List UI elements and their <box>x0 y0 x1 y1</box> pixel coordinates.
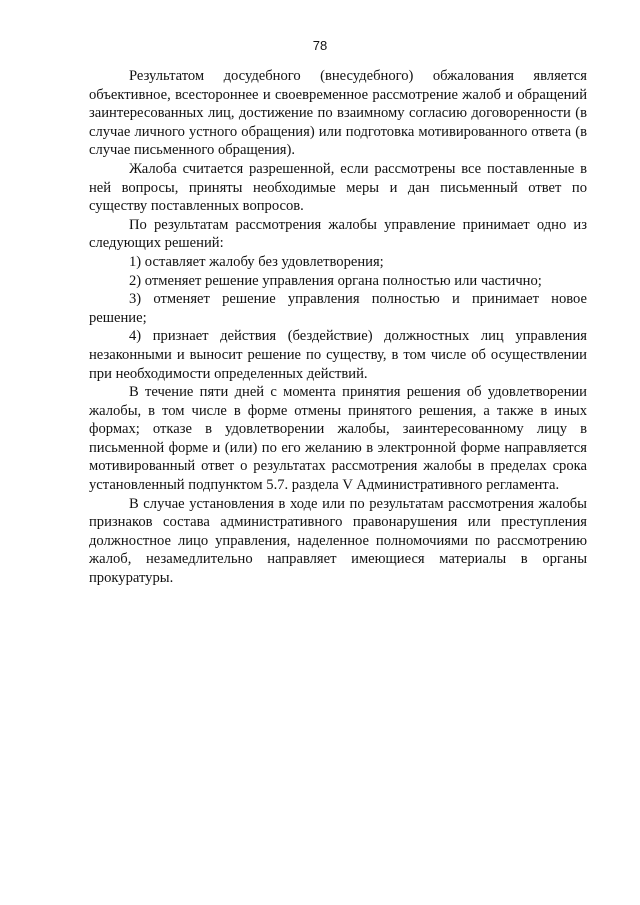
list-item-decision-2: 2) отменяет решение управления органа полностью или частично; <box>129 272 542 289</box>
document-body <box>89 67 587 588</box>
page-number: 78 <box>312 38 328 53</box>
paragraph-complaint-resolved: Жалоба считается разрешенной, если рассмотрены все поставленные в ней вопросы, приняты необходимые меры и дан письменный ответ по существу поставленных вопросов. <box>89 160 587 215</box>
list-item-decision-4: 4) признает действия (бездействие) должностных лиц управления незаконными и выносит решение по существу, в том числе об осуществлении при необходимости определенных действий. <box>89 328 587 382</box>
list-item-decision-1: 1) оставляет жалобу без удовлетворения; <box>129 253 384 270</box>
paragraph-appeal-result: Результатом досудебного (внесудебного) обжалования является объективное, всестороннее и своевременное рассмотрение жалоб и обращений заинтересованных лиц, достижение по взаимному согласию договоренности (в случае личного устного обращения) или подготовка мотивированного ответа (в случае письменного обращения). <box>89 68 587 159</box>
list-item-decision-3: 3) отменяет решение управления полностью и принимает новое решение; <box>89 291 587 326</box>
paragraph-prosecutor-referral: В случае установления в ходе или по результатам рассмотрения жалобы признаков состава административного правонарушения или преступления должностное лицо управления, наделенное полномочиями по рассмотрению жалоб, незамедлительно направляет имеющиеся материалы в органы прокуратуры. <box>89 495 587 587</box>
paragraph-decision-intro: По результатам рассмотрения жалобы управление принимает одно из следующих решений: <box>89 216 587 252</box>
paragraph-response-deadline: В течение пяти дней с момента принятия решения об удовлетворении жалобы, в том числе в форме отмены принятого решения, а также в иных формах; отказе в удовлетворении жалобы, заинтересованному лицу в письменной форме и (или) по его желанию в электронной форме направляется мотивированный ответ о результатах рассмотрения жалобы в пределах срока установленный подпунктом 5.7. раздела V Административного регламента. <box>89 384 587 494</box>
